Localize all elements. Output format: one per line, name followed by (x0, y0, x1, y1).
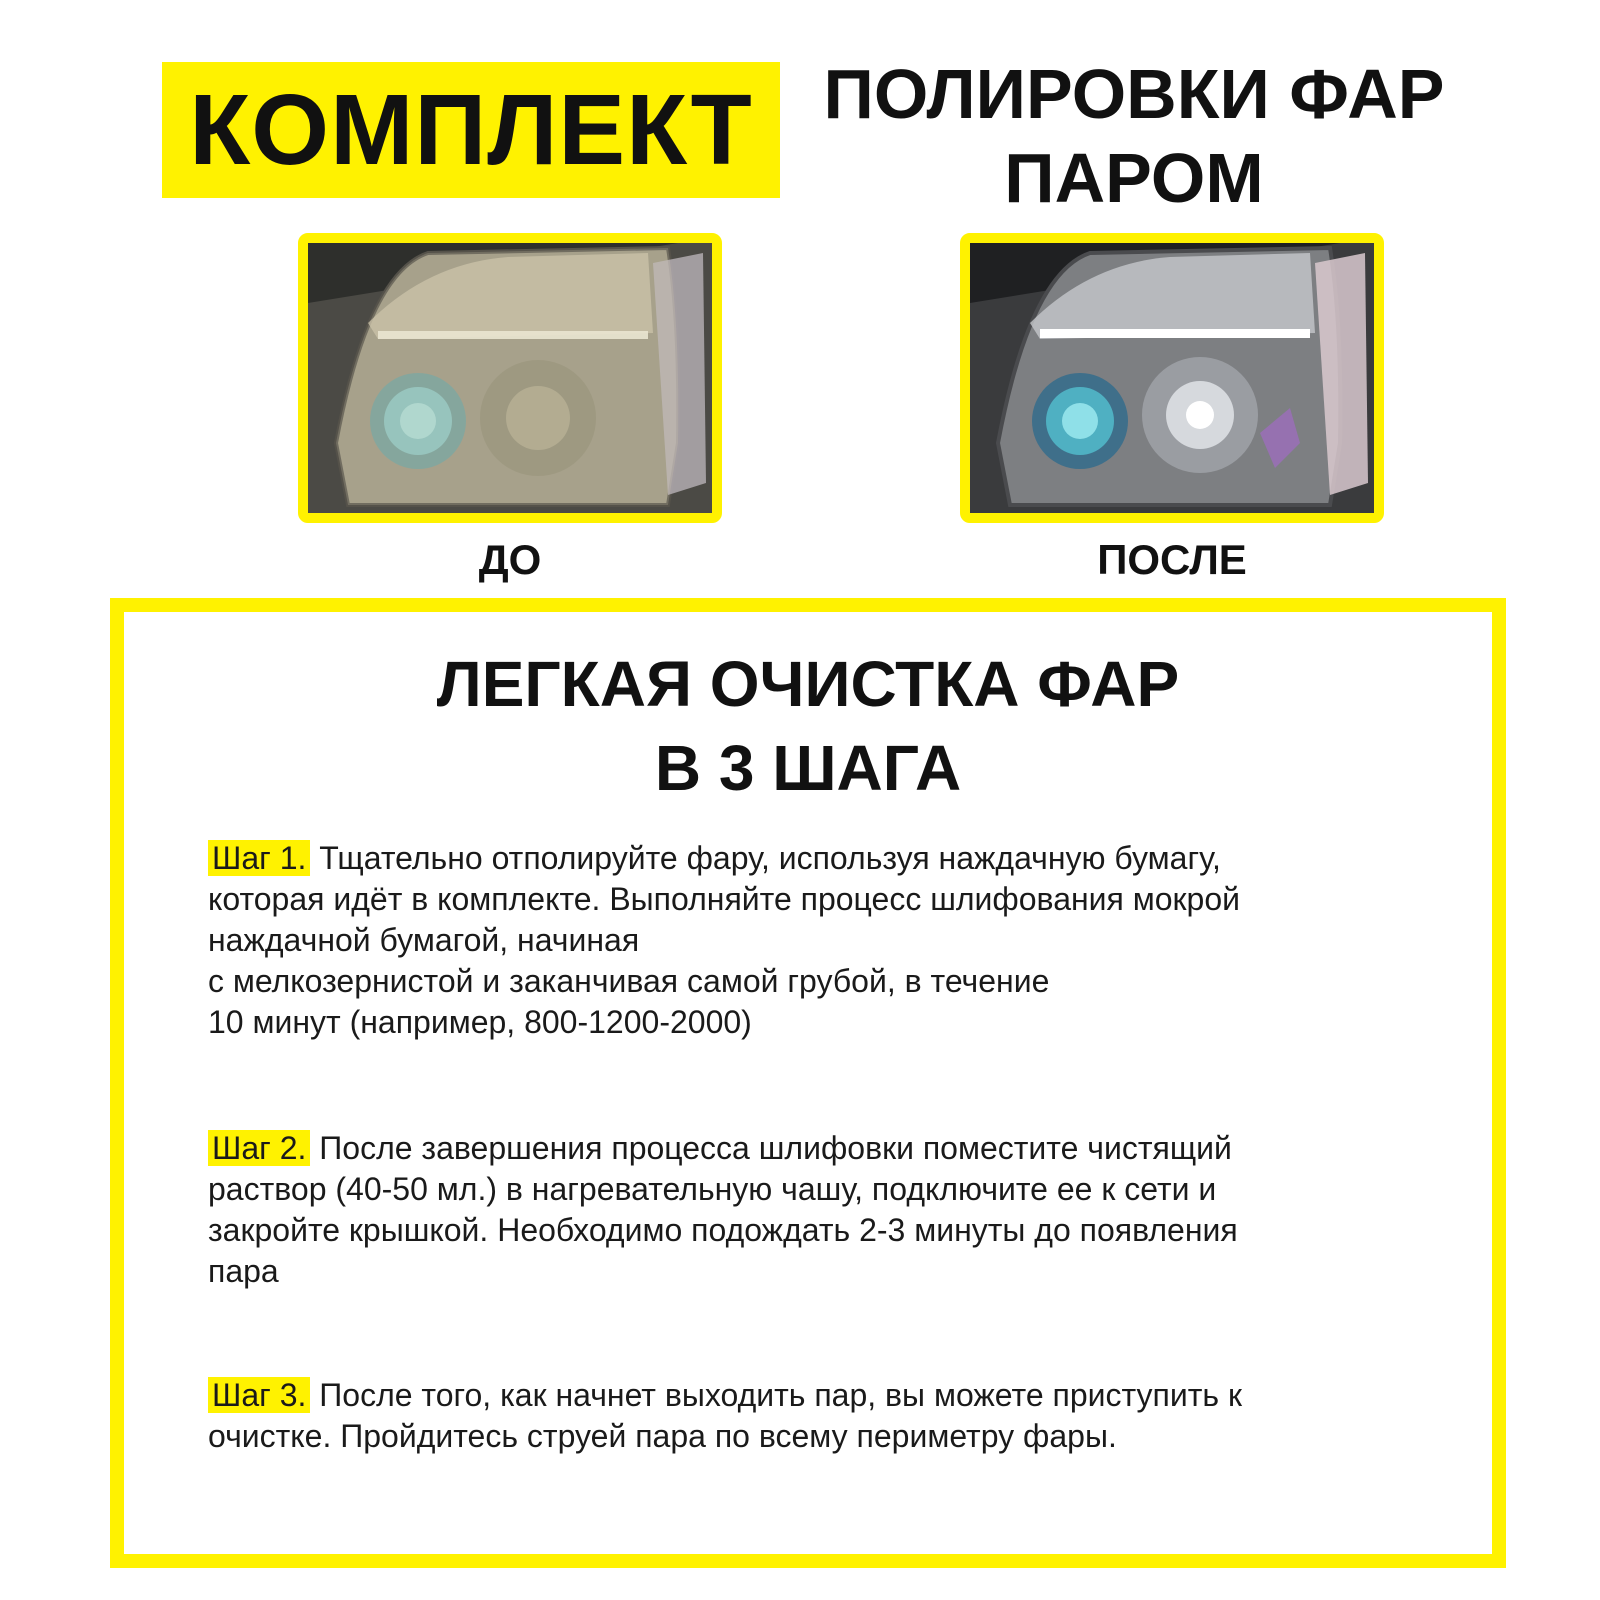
step-2-text-3: закройте крышкой. Необходимо подождать 2-3 минуты до появления (208, 1212, 1238, 1248)
instructions-heading (124, 642, 1492, 810)
title-badge-text: КОМПЛЕКТ (189, 73, 753, 186)
page-title (820, 52, 1448, 220)
instructions-heading-line-1: ЛЕГКАЯ ОЧИСТКА ФАР (436, 648, 1180, 720)
step-3 (208, 1375, 1418, 1457)
step-2-text-1: После завершения процесса шлифовки поместите чистящий (319, 1130, 1232, 1166)
step-1-text-5: 10 минут (например, 800-1200-2000) (208, 1004, 752, 1040)
page-title-line-2: ПАРОМ (1004, 139, 1264, 217)
after-photo (960, 233, 1384, 523)
step-3-line-1 (208, 1375, 1418, 1416)
before-label: ДО (478, 536, 542, 583)
step-3-text-2: очистке. Пройдитесь струей пара по всему периметру фары. (208, 1418, 1117, 1454)
after-headlight-image (970, 243, 1374, 513)
before-photo (298, 233, 722, 523)
step-3-label: Шаг 3. (208, 1377, 310, 1413)
step-2-text-4: пара (208, 1253, 279, 1289)
title-badge (162, 62, 780, 198)
step-1-label: Шаг 1. (208, 840, 310, 876)
step-2 (208, 1128, 1418, 1292)
step-2-label: Шаг 2. (208, 1130, 310, 1166)
instructions-panel (110, 598, 1506, 1568)
page-title-line-1: ПОЛИРОВКИ ФАР (823, 55, 1445, 133)
step-1-text-2: которая идёт в комплекте. Выполняйте процесс шлифования мокрой (208, 881, 1241, 917)
step-1-line-1 (208, 838, 1418, 879)
step-1 (208, 838, 1418, 1043)
before-headlight-image (308, 243, 712, 513)
instructions-heading-line-2: В 3 ШАГА (654, 732, 962, 804)
step-1-text-1: Тщательно отполируйте фару, используя наждачную бумагу, (319, 840, 1221, 876)
step-2-text-2: раствор (40-50 мл.) в нагревательную чашу, подключите ее к сети и (208, 1171, 1217, 1207)
step-1-text-3: наждачной бумагой, начиная (208, 922, 640, 958)
after-label: ПОСЛЕ (1097, 536, 1247, 583)
step-3-text-1: После того, как начнет выходить пар, вы можете приступить к (319, 1377, 1242, 1413)
step-1-text-4: с мелкозернистой и заканчивая самой грубой, в течение (208, 963, 1050, 999)
step-2-line-1 (208, 1128, 1418, 1169)
